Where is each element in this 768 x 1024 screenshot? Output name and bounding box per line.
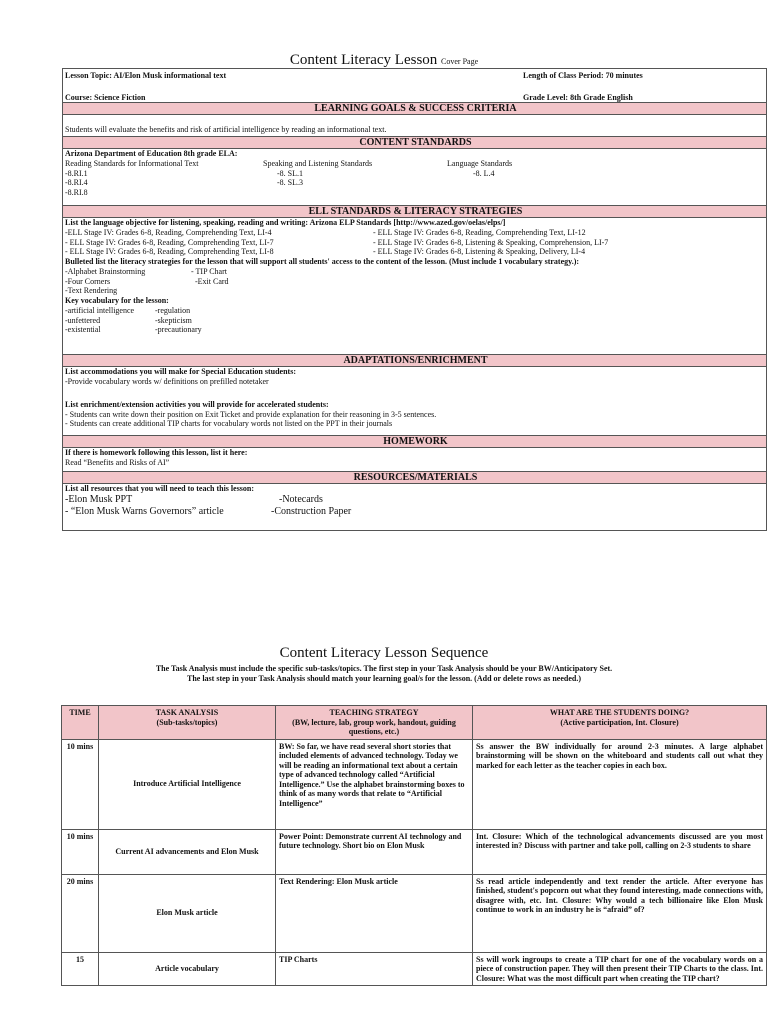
goals-section [63, 115, 766, 136]
sequence-intro-1: The Task Analysis must include the specific sub-tasks/topics. The first step in your Task Analysis should be your BW/Anticipatory Set. [155, 664, 613, 673]
adapt-header: ADAPTATIONS/ENRICHMENT [63, 354, 766, 367]
strategy-header: TEACHING STRATEGY (BW, lecture, lab, group work, handout, guiding questions, etc.) [276, 706, 473, 740]
resources-section [63, 484, 766, 519]
homework-header: HOMEWORK [63, 435, 766, 448]
row-students: Ss will work ingroups to create a TIP chart for one of the vocabulary words on a piece of construction paper. They will then present their TIP Charts to the class. Int. Closure: What was the most difficult part when creating the TIP chart? [473, 952, 767, 986]
sequence-header-row [62, 706, 767, 740]
resources-right: -Notecards -Construction Paper [271, 494, 352, 517]
resources-header: RESOURCES/MATERIALS [63, 471, 766, 484]
task-header: TASK ANALYSIS (Sub-tasks/topics) [99, 706, 276, 740]
homework-section [63, 448, 766, 471]
standards-title: Arizona Department of Education 8th grade ELA: [65, 149, 238, 158]
enrich-lead: List enrichment/extension activities you will provide for accelerated students: [65, 400, 329, 410]
row-time: 20 mins [62, 874, 99, 952]
row-task: Introduce Artificial Intelligence [99, 739, 276, 829]
sped-lead: List accommodations you will make for Special Education students: [65, 367, 296, 376]
speaking-standards: Speaking and Listening Standards -8. SL.1 -8. SL.3 [263, 159, 373, 188]
table-row [62, 952, 767, 986]
resources-left: -Elon Musk PPT - “Elon Musk Warns Governors” article [65, 494, 224, 517]
ell-header: ELL STANDARDS & LITERACY STRATEGIES [63, 205, 766, 218]
course: Course: Science Fiction [65, 93, 146, 102]
class-period: Length of Class Period: 70 minutes [523, 71, 643, 80]
ell-right-list: - ELL Stage IV: Grades 6-8, Reading, Comprehending Text, LI-12 - ELL Stage IV: Grades 6-8, Listening & Speaking, Comprehension, LI-7 - ELL Stage IV: Grades 6-8, Listening & Speaking, Delivery, LI-4 [373, 228, 609, 257]
enrich-item: - Students can write down their position on Exit Ticket and provide explanation for their reasoning in 3-5 sentences. [65, 409, 437, 419]
row-strategy: Text Rendering: Elon Musk article [276, 874, 473, 952]
row-task: Elon Musk article [99, 874, 276, 952]
sequence-title: Content Literacy Lesson Sequence [279, 645, 489, 661]
vocab-right: -regulation -skepticism -precautionary [155, 306, 202, 335]
row-time: 15 [62, 952, 99, 986]
table-row [62, 739, 767, 829]
ell-section [63, 218, 766, 354]
table-row [62, 829, 767, 874]
table-row [62, 874, 767, 952]
sequence-table [61, 705, 767, 986]
sped-item: -Provide vocabulary words w/ definitions on prefilled notetaker [65, 376, 269, 386]
reading-standards: Reading Standards for Informational Text -8.RI.1 -8.RI.4 -8.RI.8 [65, 159, 199, 197]
students-header: WHAT ARE THE STUDENTS DOING? (Active participation, Int. Closure) [473, 706, 767, 740]
lesson-info [63, 69, 766, 102]
ell-lead: List the language objective for listening, speaking, reading and writing: Arizona ELP Standards [http://www.azed.gov/oelas/elps/] [65, 218, 506, 227]
cover-title: Content Literacy Lesson Cover Page [289, 52, 479, 68]
row-task: Current AI advancements and Elon Musk [99, 829, 276, 874]
row-strategy: Power Point: Demonstrate current AI technology and future technology. Short bio on Elon Musk [276, 829, 473, 874]
cover-title-small: Cover Page [441, 57, 479, 66]
row-time: 10 mins [62, 739, 99, 829]
cover-table [62, 68, 767, 531]
grade-level: Grade Level: 8th Grade English [523, 93, 633, 102]
resources-lead: List all resources that you will need to teach this lesson: [65, 484, 255, 493]
row-time: 10 mins [62, 829, 99, 874]
time-header: TIME [62, 706, 99, 740]
adapt-section [63, 367, 766, 435]
standards-header: CONTENT STANDARDS [63, 136, 766, 149]
row-students: Ss read article independently and text render the article. After everyone has finished, student's popcorn out what they found interesting, made connections with, disagree with, etc. Int. Closure: Why would a tech billionaire like Elon Musk continue to work in an industry he is “afraid” of? [473, 874, 767, 952]
goals-header: LEARNING GOALS & SUCCESS CRITERIA [63, 102, 766, 115]
strategies-left: -Alphabet Brainstorming -Four Corners -Text Rendering [65, 267, 146, 296]
ell-link[interactable]: Arizona ELP Standards [http://www.azed.gov/oelas/elps/] [309, 218, 506, 227]
standards-section [63, 149, 766, 205]
homework-item: Read “Benefits and Risks of AI” [65, 457, 170, 467]
row-task: Article vocabulary [99, 952, 276, 986]
row-strategy: TIP Charts [276, 952, 473, 986]
strategies-lead: Bulleted list the literacy strategies for the lesson that will support all students' access to the content of the lesson. (Must include 1 vocabulary strategy.): [65, 257, 580, 266]
row-students: Ss answer the BW individually for around 2-3 minutes. A large alphabet brainstorming will be shown on the whiteboard and students call out what they marked for each letter as the teacher copies in each box. [473, 739, 767, 829]
language-standards: Language Standards -8. L.4 [447, 159, 513, 178]
strategies-right: - TIP Chart -Exit Card [191, 267, 229, 286]
row-students: Int. Closure: Which of the technological advancements discussed are you most interested in? Discuss with partner and take poll, calling on 2-3 students to share [473, 829, 767, 874]
row-strategy: BW: So far, we have read several short stories that included elements of advanced technology. Today we will be reading an informational text about a certain type of advanced technology called “Artificial Intelligence.” Use the alphabet brainstorming boxes to think of as many words that relate to “Artificial Intelligence” [276, 739, 473, 829]
sequence-intro-2: The last step in your Task Analysis should match your learning goal/s for the lesson. (Add or delete rows as needed.) [187, 674, 581, 683]
vocab-left: -artificial intelligence -unfettered -existential [65, 306, 135, 335]
goals-text: Students will evaluate the benefits and risk of artificial intelligence by reading an informational text. [65, 125, 387, 134]
ell-left-list: -ELL Stage IV: Grades 6-8, Reading, Comprehending Text, LI-4 - ELL Stage IV: Grades 6-8, Reading, Comprehending Text, LI-7 - ELL Stage IV: Grades 6-8, Reading, Comprehending Text, LI-8 [65, 228, 274, 257]
lesson-topic: Lesson Topic: AI/Elon Musk informational text [65, 71, 227, 80]
enrich-item: - Students can create additional TIP charts for vocabulary words not listed on the PPT in their journals [65, 419, 393, 429]
homework-lead: If there is homework following this lesson, list it here: [65, 448, 248, 457]
vocab-lead: Key vocabulary for the lesson: [65, 296, 169, 305]
